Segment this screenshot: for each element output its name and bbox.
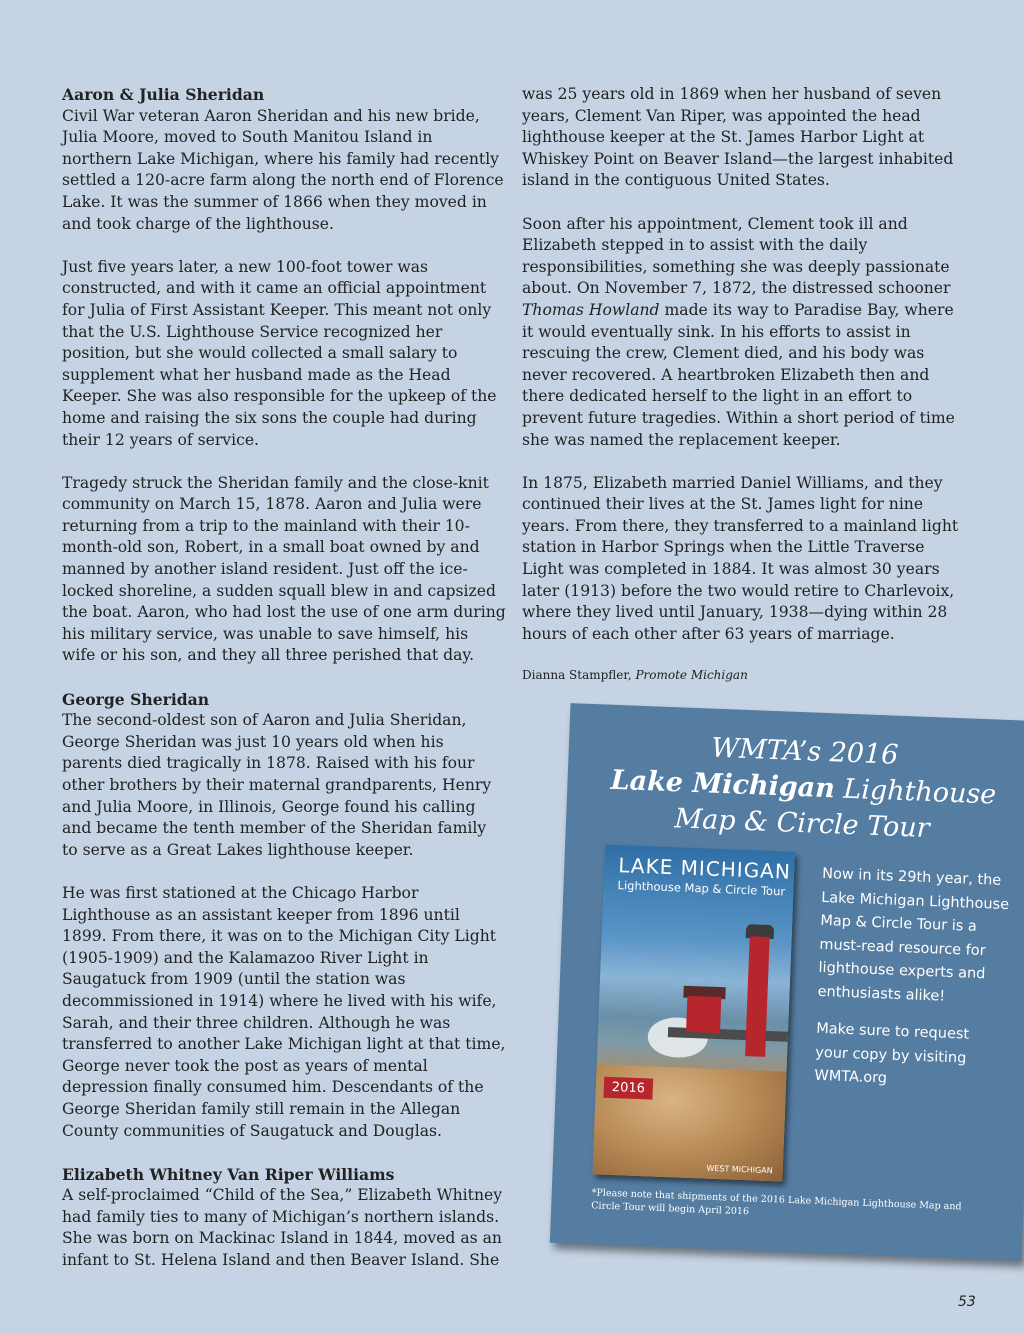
lighthouse-house bbox=[686, 996, 721, 1033]
paragraph-text: Soon after his appointment, Clement took ill and Elizabeth stepped in to assist with the daily responsibilities, something she was deeply passionate about. On November 7, 1872, the distressed schooner bbox=[522, 214, 951, 298]
author-org: Promote Michigan bbox=[635, 668, 748, 683]
paragraph: A self-proclaimed “Child of the Sea,” Elizabeth Whitney had family ties to many of Michigan’s northern islands. She was born on Mackinac Island in 1844, moved as an infant to St. Helena Island and then Beaver Island. She bbox=[62, 1186, 503, 1270]
ship-name: Thomas Howland bbox=[522, 300, 660, 319]
section-heading-george: George Sheridan bbox=[62, 689, 210, 709]
cover-year-badge: 2016 bbox=[603, 1077, 653, 1100]
paragraph-text: made its way to Paradise Bay, where it would eventually sink. In his efforts to assist in rescuing the crew, Clement died, and his body was never recovered. A heartbroken Elizabeth then and there dedicated herself to the light in an effort to prevent future tragedies. Within a short period of time she was named the replacement keeper. bbox=[522, 300, 955, 449]
promo-footnote: *Please note that shipments of the 2016 Lake Michigan Lighthouse Map and Circle Tour will begin April 2016 bbox=[591, 1187, 962, 1218]
cover-title: LAKE MICHIGAN bbox=[617, 853, 792, 884]
map-cover-image bbox=[592, 845, 795, 1182]
paragraph: Tragedy struck the Sheridan family and the close-knit community on March 15, 1878. Aaron and Julia were returning from a trip to the mainland with their 10-month-old son, Robert, in a small boat owned by and manned by another island resident. Just off the ice-locked shoreline, a sudden squall blew in and capsized the boat. Aaron, who had lost the use of one arm during his military service, was unable to save himself, his wife or his son, and they all three perished that day. bbox=[62, 473, 506, 665]
promo-title bbox=[586, 726, 1022, 851]
promo-box bbox=[550, 703, 1024, 1261]
promo-background bbox=[550, 703, 1024, 1261]
cover-subtitle: Lighthouse Map & Circle Tour bbox=[617, 878, 786, 899]
paragraph: He was first stationed at the Chicago Harbor Lighthouse as an assistant keeper from 1896 until 1899. From there, it was on to the Michigan City Light (1905-1909) and the Kalamazoo River Light in Saugatuck from 1909 (until the station was decommissioned in 1914) where he lived with his wife, Sarah, and their three children. Although he was transferred to another Lake Michigan light at that time, George never took the post as years of mental depression finally consumed him. Descendants of the George Sheridan family still remain in the Allegan County communities of Saugatuck and Douglas. bbox=[62, 883, 506, 1140]
paragraph: Civil War veteran Aaron Sheridan and his new bride, Julia Moore, moved to South Manitou Island in northern Lake Michigan, where his family had recently settled a 120-acre farm along the north end of Florence Lake. It was the summer of 1866 when they moved in and took charge of the lighthouse. bbox=[62, 106, 504, 233]
promo-title-line3: Map & Circle Tour bbox=[673, 803, 931, 845]
paragraph: In 1875, Elizabeth married Daniel Williams, and they continued their lives at the St. James light for nine years. From there, they transferred to a mainland light station in Harbor Springs when the Little Traverse Light was completed in 1884. It was almost 30 years later (1913) before the two would retire to Charlevoix, where they lived until January, 1938—dying within 28 hours of each other after 63 years of marriage. bbox=[522, 473, 959, 643]
promo-title-bold: Lake Michigan bbox=[610, 764, 836, 805]
page-number: 53 bbox=[958, 1294, 976, 1310]
promo-text bbox=[813, 863, 1012, 1110]
promo-title-line1: WMTA’s 2016 bbox=[710, 732, 899, 771]
cover-logo: WEST MICHIGAN bbox=[706, 1163, 773, 1176]
promo-title-rest: Lighthouse bbox=[834, 773, 997, 811]
paragraph: was 25 years old in 1869 when her husband of seven years, Clement Van Riper, was appointed the head lighthouse keeper at the St. James Harbor Light at Whiskey Point on Beaver Island—the largest inhabited island in the contiguous United States. bbox=[522, 85, 954, 190]
paragraph bbox=[522, 214, 966, 452]
author-name: Dianna Stampfler, bbox=[522, 668, 636, 683]
paragraph: The second-oldest son of Aaron and Julia Sheridan, George Sheridan was just 10 years old when his parents died tragically in 1878. Raised with his four other brothers by their maternal grandparents, Henry and Julia Moore, in Illinois, George found his calling and became the tenth member of the Sheridan family to serve as a Great Lakes lighthouse keeper. bbox=[62, 711, 492, 859]
author-credit bbox=[522, 667, 966, 683]
promo-description: Now in its 29th year, the Lake Michigan Lighthouse Map & Circle Tour is a must-read resource for lighthouse experts and enthusiasts alike! bbox=[817, 865, 1010, 1005]
left-column bbox=[62, 84, 506, 1293]
promo-cta: Make sure to request your copy by visiting WMTA.org bbox=[814, 1020, 970, 1087]
right-column bbox=[522, 84, 966, 705]
paragraph: Just five years later, a new 100-foot tower was constructed, and with it came an official appointment for Julia of First Assistant Keeper. This meant not only that the U.S. Lighthouse Service recognized her position, but she would collected a small salary to supplement what her husband made as the Head Keeper. She was also responsible for the upkeep of the home and raising the six sons the couple had during their 12 years of service. bbox=[62, 257, 497, 449]
section-heading-elizabeth: Elizabeth Whitney Van Riper Williams bbox=[62, 1164, 395, 1184]
section-heading-aaron-julia: Aaron & Julia Sheridan bbox=[62, 85, 265, 104]
